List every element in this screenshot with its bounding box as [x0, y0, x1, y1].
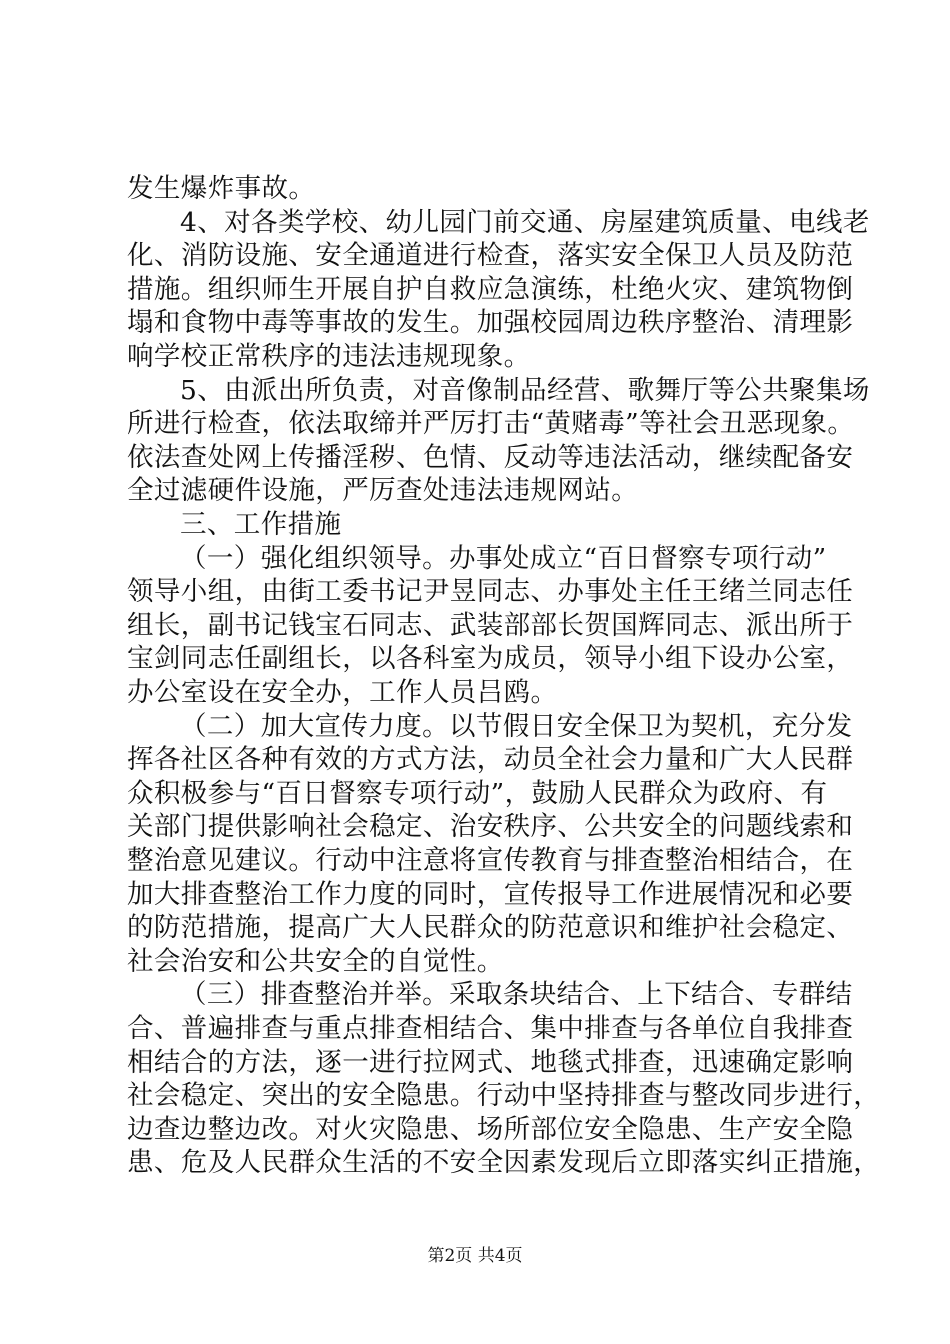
text-line: 所进行检查，依法取缔并严厉打击“黄赌毒”等社会丑恶现象。 [127, 408, 855, 440]
text-line: 宝剑同志任副组长，以各科室为成员，领导小组下设办公室， [127, 643, 854, 675]
text-line: 领导小组，由街工委书记尹昱同志、办事处主任王绪兰同志任 [127, 576, 854, 608]
text-line: 措施。组织师生开展自护自救应急演练，杜绝火灾、建筑物倒 [127, 273, 854, 305]
text-line: 社会稳定、突出的安全隐患。行动中坚持排查与整改同步进行， [127, 1080, 881, 1112]
text-line: 众积极参与“百日督察专项行动”，鼓励人民群众为政府、有 [127, 777, 828, 809]
text-line: 合、普遍排查与重点排查相结合、集中排查与各单位自我排查 [127, 1013, 854, 1044]
text-line: 患、危及人民群众生活的不安全因素发现后立即落实纠正措施， [127, 1147, 881, 1179]
text-line: 响学校正常秩序的违法违规现象。 [127, 341, 531, 372]
text-line: 发生爆炸事故。 [127, 173, 316, 204]
section-heading: 三、工作措施 [180, 509, 342, 540]
text-line: （一）强化组织领导。办事处成立“百日督察专项行动” [180, 542, 827, 574]
text-line: 社会治安和公共安全的自觉性。 [127, 945, 504, 977]
text-line: 关部门提供影响社会稳定、治安秩序、公共安全的问题线索和 [127, 811, 854, 843]
text-line: 的防范措施，提高广大人民群众的防范意识和维护社会稳定、 [127, 912, 854, 944]
text-line: 全过滤硬件设施，严厉查处违法违规网站。 [127, 475, 639, 507]
text-line: 4、对各类学校、幼儿园门前交通、房屋建筑质量、电线老 [180, 206, 870, 238]
text-line: 边查边整边改。对火灾隐患、场所部位安全隐患、生产安全隐 [127, 1113, 854, 1145]
page-number-footer: 第2页 共4页 [427, 1246, 523, 1266]
text-line: （二）加大宣传力度。以节假日安全保卫为契机，充分发 [180, 710, 853, 742]
text-line: 相结合的方法，逐一进行拉网式、地毯式排查，迅速确定影响 [127, 1046, 854, 1078]
text-line: 组长，副书记钱宝石同志、武装部部长贺国辉同志、派出所于 [127, 609, 854, 641]
text-line: 化、消防设施、安全通道进行检查，落实安全保卫人员及防范 [127, 240, 854, 272]
text-line: 挥各社区各种有效的方式方法，动员全社会力量和广大人民群 [127, 744, 854, 776]
text-line: 依法查处网上传播淫秽、色情、反动等违法活动，继续配备安 [127, 441, 854, 473]
text-line: 整治意见建议。行动中注意将宣传教育与排查整治相结合，在 [127, 845, 854, 876]
text-line: （三）排查整治并举。采取条块结合、上下结合、专群结 [180, 979, 853, 1011]
text-line: 5、由派出所负责，对音像制品经营、歌舞厅等公共聚集场 [180, 374, 870, 406]
text-line: 塌和食物中毒等事故的发生。加强校园周边秩序整治、清理影 [127, 307, 854, 339]
text-line: 加大排查整治工作力度的同时，宣传报导工作进展情况和必要 [127, 878, 854, 910]
text-line: 办公室设在安全办，工作人员吕鸥。 [127, 677, 558, 708]
